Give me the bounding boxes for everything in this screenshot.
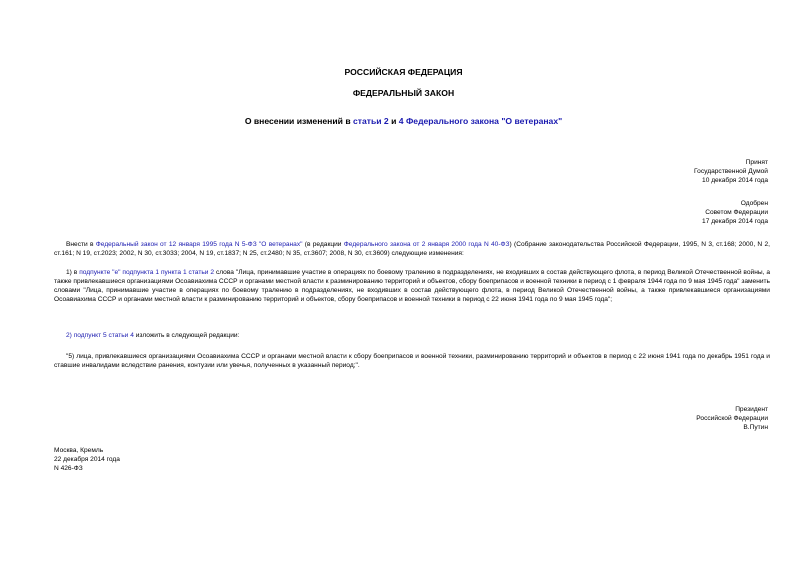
link-article-2[interactable]: статьи 2: [353, 116, 389, 126]
link-subparagraph-e[interactable]: подпункте "е" подпункта 1 пункта 1 статьи 2: [79, 269, 215, 276]
heading-law-type: ФЕДЕРАЛЬНЫЙ ЗАКОН: [352, 88, 455, 98]
link-subparagraph-5[interactable]: 2) подпункт 5 статьи 4: [66, 332, 134, 339]
new-wording-paragraph: "5) лица, привлекавшиеся организациями Осоавиахима СССР и органами местной власти к сбору боеприпасов и военной техники, разминированию территорий и объектов в период с 22 июня 1941 года по декабрь 1951 года и ставшие инвалидами вследствие ранения, контузии или увечья, полученных в указанный период;".: [54, 353, 770, 369]
approved-block: Одобрен Советом Федерации 17 декабря 2014 года: [702, 200, 768, 225]
amendment-1-paragraph: 1) в подпункте "е" подпункта 1 пункта 1 статьи 2 слова "Лица, принимавшие участие в операциях по боевому тралению в подразделениях, не входивших в состав действующего флота, в период Великой Отечественной войны, а также привлекавшиеся организациями Осоавиахима СССР и органами местной власти к разминированию территорий и объектов, сбору боеприпасов и военной техники в период с 1 февраля 1944 года по 9 мая 1945 года" заменить словами "Лица, принимавшие участие в операциях по боевому тралению в подразделениях, не входивших в состав действующего флота, в период Великой Отечественной войны, а также привлекавшиеся организациями Осоавиахима СССР и органами местной власти к разминированию территорий и объектов, сбору боеприпасов и военной техники в период с 22 июня 1941 года по 9 мая 1945 года";: [54, 269, 771, 303]
adopted-block: Принят Государственной Думой 10 декабря 2014 года: [694, 159, 768, 184]
heading-country: РОССИЙСКАЯ ФЕДЕРАЦИЯ: [344, 67, 463, 77]
link-veterans-law[interactable]: Федерального закона "О ветеранах": [405, 116, 563, 126]
amendment-2-paragraph: 2) подпункт 5 статьи 4 изложить в следующей редакции:: [66, 332, 240, 339]
link-federal-law-5fz[interactable]: Федеральный закон от 12 января 1995 года N 5-ФЗ "О ветеранах": [95, 241, 303, 248]
link-article-4[interactable]: 4: [398, 116, 404, 126]
document-title: О внесении изменений в статьи 2 и 4 Федерального закона "О ветеранах": [244, 116, 563, 126]
signature-block: Президент Российской Федерации В.Путин: [696, 406, 768, 431]
place-date-number: Москва, Кремль 22 декабря 2014 года N 426-ФЗ: [54, 447, 120, 472]
intro-paragraph: Внести в Федеральный закон от 12 января 1995 года N 5-ФЗ "О ветеранах" (в редакции Федерального закона от 2 января 2000 года N 40-ФЗ) (Собрание законодательства Российской Федерации, 1995, N 3, ст.168; 2000, N 2, ст.161; N 19, ст.2023; 2002, N 30, ст.3033; 2004, N 19, ст.1837; N 25, ст.2480; N 35, ст.3607; 2008, N 30, ст.3609) следующие изменения:: [54, 241, 770, 257]
link-federal-law-40fz[interactable]: Федерального закона от 2 января 2000 года N 40-ФЗ: [343, 241, 510, 248]
